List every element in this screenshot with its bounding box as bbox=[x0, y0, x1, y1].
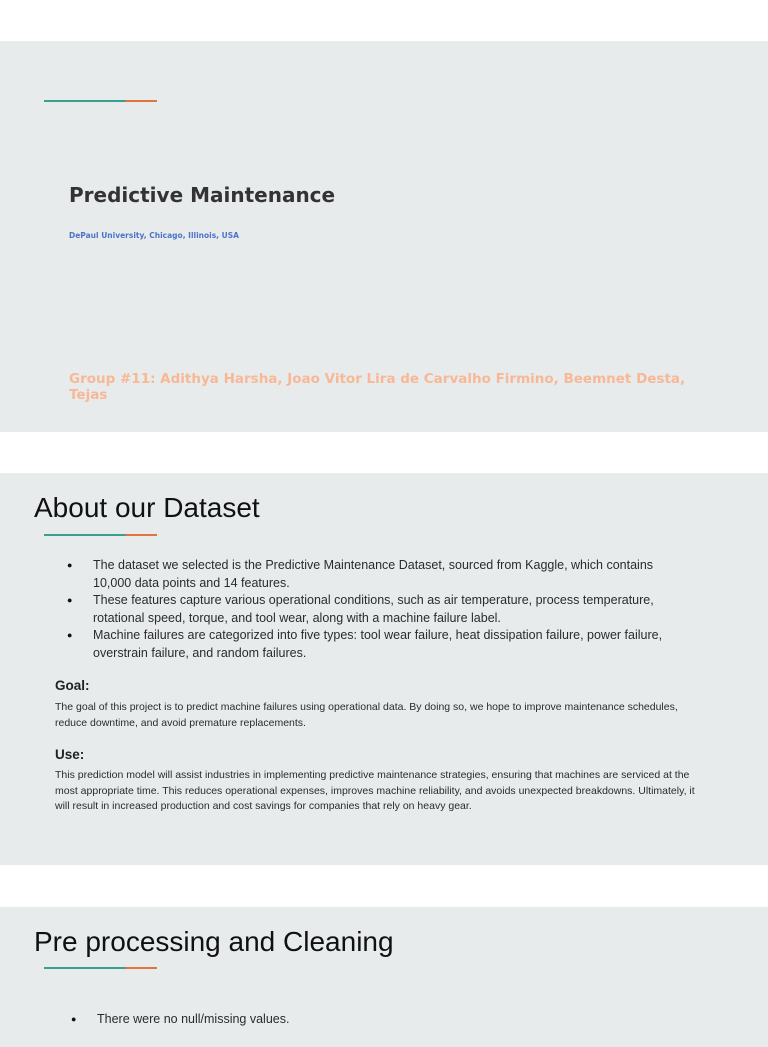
bullet-item: ● Machine failures are categorized into five types: tool wear failure, heat dissipation failure, power failure, overstrain failure, and random failures. bbox=[93, 627, 693, 662]
goal-heading: Goal: bbox=[55, 678, 90, 693]
bullet-list bbox=[97, 1011, 697, 1029]
goal-text: The goal of this project is to predict machine failures using operational data. By doing so, we hope to improve maintenance schedules, reduce downtime, and avoid premature replacements. bbox=[55, 701, 678, 729]
use-heading: Use: bbox=[55, 747, 85, 762]
bullet-list bbox=[93, 557, 693, 662]
title-slide bbox=[0, 41, 768, 432]
affiliation-text: DePaul University, Chicago, Illinois, USA bbox=[69, 231, 239, 240]
slide-title: Pre processing and Cleaning bbox=[34, 926, 394, 957]
accent-line bbox=[44, 967, 157, 969]
accent-line bbox=[44, 100, 157, 102]
bullet-item: ● The dataset we selected is the Predictive Maintenance Dataset, sourced from Kaggle, which contains 10,000 data points and 14 features. bbox=[93, 557, 693, 592]
preprocessing-slide bbox=[0, 907, 768, 1047]
group-members-text: Group #11: Adithya Harsha, Joao Vitor Lira de Carvalho Firmino, Beemnet Desta, Tejas bbox=[69, 371, 686, 403]
bullet-item: ● There were no null/missing values. bbox=[97, 1011, 697, 1029]
presentation-title: Predictive Maintenance bbox=[69, 183, 336, 207]
use-text: This prediction model will assist industries in implementing predictive maintenance strategies, ensuring that machines are serviced at the most appropriate time. This reduces operational expenses, improves machine reliability, and avoids unexpected breakdowns. Ultimately, it will result in increased production and cost savings for companies that rely on heavy gear. bbox=[55, 769, 695, 812]
about-dataset-slide bbox=[0, 473, 768, 865]
slide-title: About our Dataset bbox=[34, 492, 260, 523]
bullet-item: ● These features capture various operational conditions, such as air temperature, process temperature, rotational speed, torque, and tool wear, along with a machine failure label. bbox=[93, 592, 693, 627]
accent-line bbox=[44, 534, 157, 536]
